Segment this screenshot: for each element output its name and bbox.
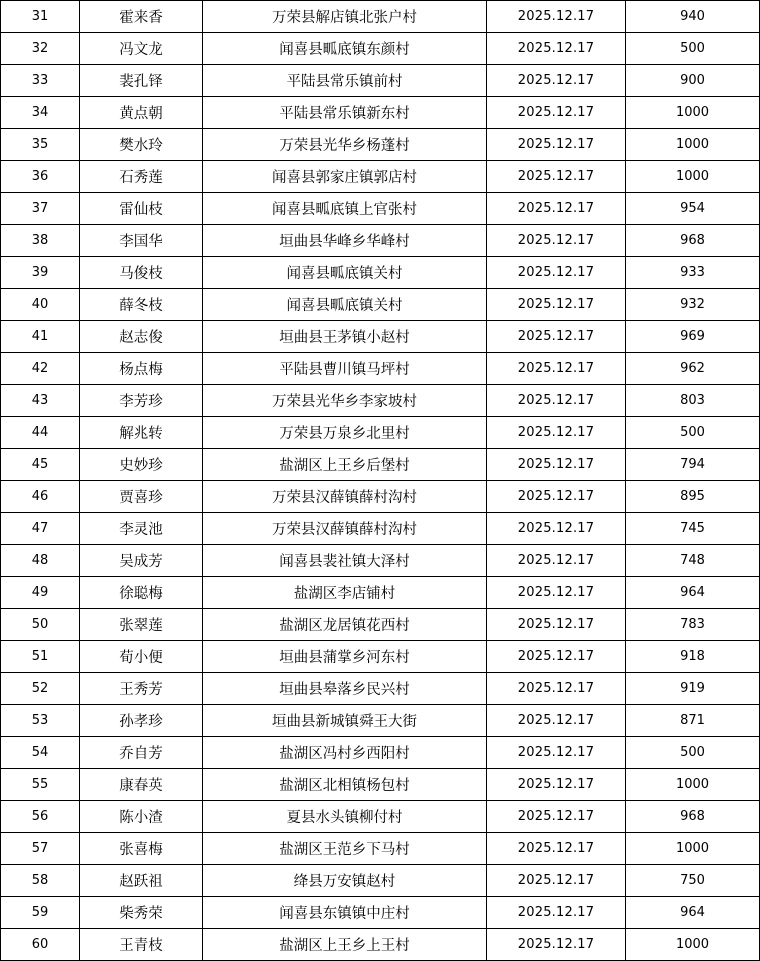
date-cell: 2025.12.17 — [487, 449, 626, 481]
amount-cell: 895 — [626, 481, 760, 513]
table-row — [1, 609, 760, 641]
row-number-cell: 36 — [1, 161, 80, 193]
date-cell: 2025.12.17 — [487, 865, 626, 897]
amount-cell: 940 — [626, 1, 760, 33]
address-cell: 平陆县常乐镇前村 — [203, 65, 487, 97]
date-cell: 2025.12.17 — [487, 513, 626, 545]
row-number-cell: 42 — [1, 353, 80, 385]
row-number-cell: 52 — [1, 673, 80, 705]
name-cell: 陈小渣 — [80, 801, 203, 833]
name-cell: 赵志俊 — [80, 321, 203, 353]
row-number-cell: 44 — [1, 417, 80, 449]
name-cell: 王青枝 — [80, 929, 203, 961]
date-cell: 2025.12.17 — [487, 321, 626, 353]
table-row — [1, 673, 760, 705]
address-cell: 盐湖区王范乡下马村 — [203, 833, 487, 865]
amount-cell: 900 — [626, 65, 760, 97]
row-number-cell: 37 — [1, 193, 80, 225]
amount-cell: 932 — [626, 289, 760, 321]
amount-cell: 1000 — [626, 161, 760, 193]
row-number-cell: 33 — [1, 65, 80, 97]
name-cell: 荀小便 — [80, 641, 203, 673]
address-cell: 绛县万安镇赵村 — [203, 865, 487, 897]
table-row — [1, 353, 760, 385]
address-cell: 闻喜县畖底镇关村 — [203, 289, 487, 321]
table-row — [1, 897, 760, 929]
name-cell: 徐聪梅 — [80, 577, 203, 609]
name-cell: 孙孝珍 — [80, 705, 203, 737]
date-cell: 2025.12.17 — [487, 833, 626, 865]
row-number-cell: 39 — [1, 257, 80, 289]
row-number-cell: 56 — [1, 801, 80, 833]
amount-cell: 500 — [626, 417, 760, 449]
name-cell: 康春英 — [80, 769, 203, 801]
date-cell: 2025.12.17 — [487, 609, 626, 641]
date-cell: 2025.12.17 — [487, 481, 626, 513]
table-row — [1, 641, 760, 673]
amount-cell: 1000 — [626, 769, 760, 801]
row-number-cell: 41 — [1, 321, 80, 353]
address-cell: 万荣县解店镇北张户村 — [203, 1, 487, 33]
amount-cell: 969 — [626, 321, 760, 353]
address-cell: 盐湖区李店铺村 — [203, 577, 487, 609]
row-number-cell: 51 — [1, 641, 80, 673]
row-number-cell: 50 — [1, 609, 80, 641]
table-row — [1, 161, 760, 193]
amount-cell: 954 — [626, 193, 760, 225]
row-number-cell: 31 — [1, 1, 80, 33]
date-cell: 2025.12.17 — [487, 193, 626, 225]
date-cell: 2025.12.17 — [487, 385, 626, 417]
address-cell: 闻喜县畖底镇关村 — [203, 257, 487, 289]
name-cell: 李芳珍 — [80, 385, 203, 417]
date-cell: 2025.12.17 — [487, 161, 626, 193]
table-row — [1, 257, 760, 289]
address-cell: 万荣县光华乡李家坡村 — [203, 385, 487, 417]
date-cell: 2025.12.17 — [487, 65, 626, 97]
date-cell: 2025.12.17 — [487, 641, 626, 673]
table-row — [1, 449, 760, 481]
table-row — [1, 193, 760, 225]
table-row — [1, 513, 760, 545]
name-cell: 乔自芳 — [80, 737, 203, 769]
amount-cell: 1000 — [626, 97, 760, 129]
row-number-cell: 35 — [1, 129, 80, 161]
name-cell: 李灵池 — [80, 513, 203, 545]
row-number-cell: 57 — [1, 833, 80, 865]
amount-cell: 500 — [626, 737, 760, 769]
address-cell: 平陆县常乐镇新东村 — [203, 97, 487, 129]
name-cell: 张翠莲 — [80, 609, 203, 641]
table-row — [1, 833, 760, 865]
address-cell: 盐湖区上王乡后堡村 — [203, 449, 487, 481]
name-cell: 张喜梅 — [80, 833, 203, 865]
date-cell: 2025.12.17 — [487, 929, 626, 961]
table-row — [1, 385, 760, 417]
name-cell: 黄点朝 — [80, 97, 203, 129]
row-number-cell: 47 — [1, 513, 80, 545]
date-cell: 2025.12.17 — [487, 97, 626, 129]
address-cell: 平陆县曹川镇马坪村 — [203, 353, 487, 385]
row-number-cell: 43 — [1, 385, 80, 417]
name-cell: 杨点梅 — [80, 353, 203, 385]
name-cell: 赵跃祖 — [80, 865, 203, 897]
row-number-cell: 60 — [1, 929, 80, 961]
address-cell: 闻喜县畖底镇东颜村 — [203, 33, 487, 65]
address-cell: 盐湖区龙居镇花西村 — [203, 609, 487, 641]
table-row — [1, 289, 760, 321]
name-cell: 樊水玲 — [80, 129, 203, 161]
amount-cell: 1000 — [626, 833, 760, 865]
amount-cell: 933 — [626, 257, 760, 289]
table-row — [1, 737, 760, 769]
table-row — [1, 129, 760, 161]
date-cell: 2025.12.17 — [487, 129, 626, 161]
name-cell: 雷仙枝 — [80, 193, 203, 225]
amount-cell: 968 — [626, 225, 760, 257]
date-cell: 2025.12.17 — [487, 801, 626, 833]
row-number-cell: 38 — [1, 225, 80, 257]
row-number-cell: 55 — [1, 769, 80, 801]
date-cell: 2025.12.17 — [487, 417, 626, 449]
row-number-cell: 48 — [1, 545, 80, 577]
table-row — [1, 705, 760, 737]
address-cell: 垣曲县王茅镇小赵村 — [203, 321, 487, 353]
amount-cell: 745 — [626, 513, 760, 545]
address-cell: 盐湖区上王乡上王村 — [203, 929, 487, 961]
amount-cell: 803 — [626, 385, 760, 417]
address-cell: 万荣县汉薛镇薛村沟村 — [203, 513, 487, 545]
table-row — [1, 33, 760, 65]
amount-cell: 919 — [626, 673, 760, 705]
name-cell: 李国华 — [80, 225, 203, 257]
name-cell: 吴成芳 — [80, 545, 203, 577]
amount-cell: 964 — [626, 577, 760, 609]
address-cell: 垣曲县蒲掌乡河东村 — [203, 641, 487, 673]
address-cell: 盐湖区北相镇杨包村 — [203, 769, 487, 801]
address-cell: 闻喜县畖底镇上官张村 — [203, 193, 487, 225]
table-row — [1, 481, 760, 513]
address-cell: 闻喜县东镇镇中庄村 — [203, 897, 487, 929]
table-row — [1, 225, 760, 257]
amount-cell: 748 — [626, 545, 760, 577]
name-cell: 霍来香 — [80, 1, 203, 33]
date-cell: 2025.12.17 — [487, 353, 626, 385]
row-number-cell: 40 — [1, 289, 80, 321]
amount-cell: 918 — [626, 641, 760, 673]
row-number-cell: 49 — [1, 577, 80, 609]
row-number-cell: 58 — [1, 865, 80, 897]
amount-cell: 962 — [626, 353, 760, 385]
name-cell: 薛冬枝 — [80, 289, 203, 321]
table-row — [1, 321, 760, 353]
table-row — [1, 929, 760, 961]
name-cell: 贾喜珍 — [80, 481, 203, 513]
date-cell: 2025.12.17 — [487, 577, 626, 609]
table-row — [1, 801, 760, 833]
address-cell: 盐湖区冯村乡西阳村 — [203, 737, 487, 769]
name-cell: 解兆转 — [80, 417, 203, 449]
amount-cell: 1000 — [626, 929, 760, 961]
row-number-cell: 46 — [1, 481, 80, 513]
amount-cell: 783 — [626, 609, 760, 641]
row-number-cell: 45 — [1, 449, 80, 481]
table-row — [1, 417, 760, 449]
row-number-cell: 34 — [1, 97, 80, 129]
name-cell: 裴孔铎 — [80, 65, 203, 97]
table-row — [1, 97, 760, 129]
address-cell: 万荣县万泉乡北里村 — [203, 417, 487, 449]
table-row — [1, 65, 760, 97]
address-cell: 垣曲县新城镇舜王大街 — [203, 705, 487, 737]
table-row — [1, 1, 760, 33]
date-cell: 2025.12.17 — [487, 705, 626, 737]
date-cell: 2025.12.17 — [487, 769, 626, 801]
row-number-cell: 59 — [1, 897, 80, 929]
amount-cell: 750 — [626, 865, 760, 897]
address-cell: 垣曲县皋落乡民兴村 — [203, 673, 487, 705]
date-cell: 2025.12.17 — [487, 737, 626, 769]
name-cell: 王秀芳 — [80, 673, 203, 705]
name-cell: 史妙珍 — [80, 449, 203, 481]
address-cell: 万荣县汉薛镇薛村沟村 — [203, 481, 487, 513]
table-row — [1, 865, 760, 897]
name-cell: 石秀莲 — [80, 161, 203, 193]
amount-cell: 968 — [626, 801, 760, 833]
amount-cell: 871 — [626, 705, 760, 737]
name-cell: 马俊枝 — [80, 257, 203, 289]
address-cell: 垣曲县华峰乡华峰村 — [203, 225, 487, 257]
date-cell: 2025.12.17 — [487, 1, 626, 33]
address-cell: 闻喜县郭家庄镇郭店村 — [203, 161, 487, 193]
table-row — [1, 577, 760, 609]
date-cell: 2025.12.17 — [487, 673, 626, 705]
address-cell: 夏县水头镇柳付村 — [203, 801, 487, 833]
amount-cell: 1000 — [626, 129, 760, 161]
date-cell: 2025.12.17 — [487, 289, 626, 321]
table-row — [1, 769, 760, 801]
amount-cell: 500 — [626, 33, 760, 65]
row-number-cell: 32 — [1, 33, 80, 65]
name-cell: 冯文龙 — [80, 33, 203, 65]
amount-cell: 794 — [626, 449, 760, 481]
address-cell: 万荣县光华乡杨蓬村 — [203, 129, 487, 161]
row-number-cell: 53 — [1, 705, 80, 737]
date-cell: 2025.12.17 — [487, 545, 626, 577]
date-cell: 2025.12.17 — [487, 225, 626, 257]
date-cell: 2025.12.17 — [487, 33, 626, 65]
date-cell: 2025.12.17 — [487, 257, 626, 289]
row-number-cell: 54 — [1, 737, 80, 769]
name-cell: 柴秀荣 — [80, 897, 203, 929]
amount-cell: 964 — [626, 897, 760, 929]
date-cell: 2025.12.17 — [487, 897, 626, 929]
table-body — [1, 1, 760, 961]
table-row — [1, 545, 760, 577]
address-cell: 闻喜县裴社镇大泽村 — [203, 545, 487, 577]
